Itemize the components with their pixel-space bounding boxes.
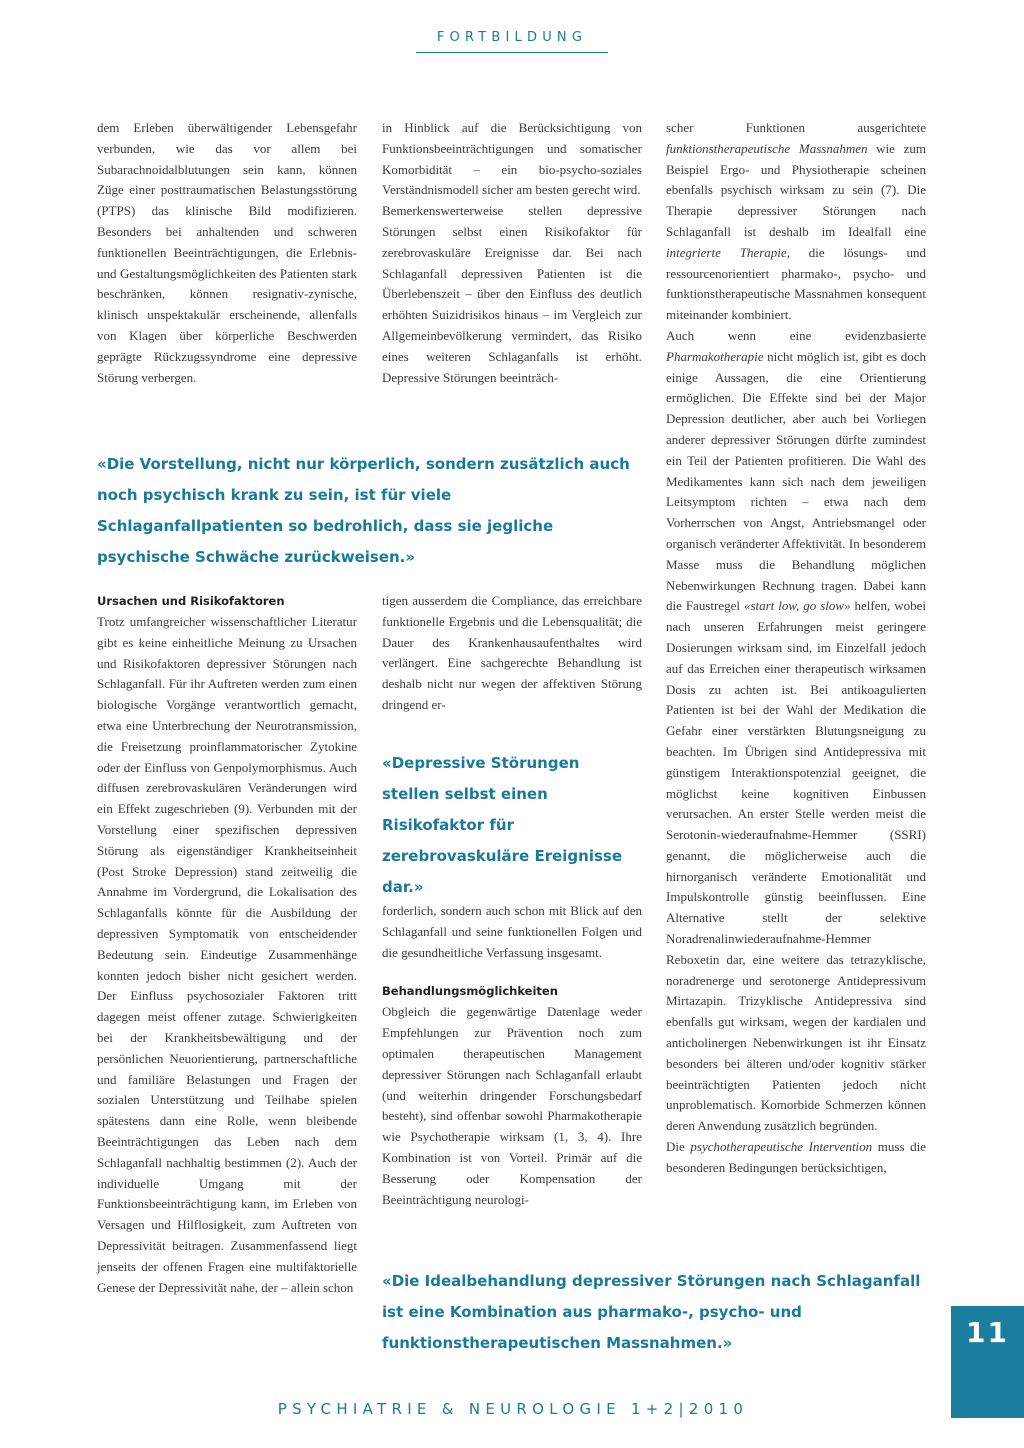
article-column-2-middle bbox=[382, 591, 642, 716]
section-divider bbox=[416, 52, 608, 53]
article-column-3 bbox=[666, 118, 926, 1179]
paragraph: in Hinblick auf die Berücksichtigung von Funktionsbeeinträchtigungen und somatischer Komorbidität – ein bio-psycho-soziales Verständnismodell sicher am besten gerecht wird. bbox=[382, 120, 642, 198]
paragraph: dem Erleben überwältigender Lebensgefahr verbunden, wie das vor allem bei Subarachnoidalblutungen sein kann, können Züge einer posttraumatischen Belastungsstörung (PTPS) das klinische Bild modifizieren. Besonders bei anhaltenden und schweren funktionellen Beeinträchtigungen, die Erlebnis- und Gestaltungsmöglichkeiten des Patienten stark beschränken, können resignativ-zynische, klinisch unspektakulär erscheinende, allenfalls von Klagen über körperliche Beschwerden geprägte Rückzugssyndrome eine depressive Störung verbergen. bbox=[97, 120, 357, 385]
page-number: 11 bbox=[966, 1316, 1009, 1349]
pull-quote: «Depressive Störungen stellen selbst einen Risikofaktor für zerebrovaskuläre Ereignisse dar.» bbox=[382, 754, 622, 896]
paragraph: Auch wenn eine evidenzbasierte Pharmakotherapie nicht möglich ist, gibt es doch einige Aussagen, die eine Orientierung ermöglichen. Die Effekte sind bei der Major Depression deutlicher, aber auch bei Vorliegen anderer depressiver Störungen dürfte zumindest ein Teil der Patienten profitieren. Die Wahl des Medikamentes kann sich nach dem jeweiligen Leitsymptom richten – etwa nach dem Vorherrschen von Angst, Antriebsmangel oder organisch veränderter Affektivität. In besonderem Masse muss die Behandlung möglichen Nebenwirkungen Rechnung tragen. Dabei kann die Faustregel «start low, go slow» helfen, wobei nach unseren Erfahrungen meist geringere Dosierungen wirksam sind, im Einzelfall jedoch auf das Erreichen einer therapeutisch wirksamen Dosis zu achten ist. Bei antikoagulierten Patienten ist bei der Wahl der Medikation die Gefahr einer verstärkten Blutungsneigung zu beachten. Im Übrigen sind Antidepressiva mit günstigem Interaktionspotenzial geeignet, die möglichst keine kognitiven Einbussen verursachen. An erster Stelle werden meist die Serotonin-wiederaufnahme-Hemmer (SSRI) genannt, die möglicherweise auch die hirnorganisch veränderte Emotionalität und Impulskontrolle günstig beeinflussen. Eine Alternative stellt der selektive Noradrenalinwiederaufnahme-Hemmer Reboxetin dar, eine weitere das tetrazyklische, noradrenerge und serotonerge Antidepressivum Mirtazapin. Trizyklische Antidepressiva sind ebenfalls gut wirksam, wegen der kardialen und anticholinergen Nebenwirkungen ist ihr Einsatz besonders bei älteren und/oder kognitiv stärker beeinträchtigten Patienten jedoch nicht unproblematisch. Komorbide Schmerzen können deren Anwendung zusätzlich begründen. bbox=[666, 327, 926, 1134]
paragraph: Trotz umfangreicher wissenschaftlicher Literatur gibt es keine einheitliche Meinung zu Ursachen und Risikofaktoren depressiver Störungen nach Schlaganfall. Für ihr Auftreten werden zum einen biologische Vorgänge verantwortlich gemacht, etwa eine Unterbrechung der Neurotransmission, die Freisetzung proinflammatorischer Zytokine oder der Einfluss von Genpolymorphismus. Auch diffusen zerebrovaskulären Veränderungen wird ein Effekt zugeschrieben (9). Verbunden mit der Vorstellung einer spezifischen depressiven Störung als eigenständiger Krankheitseinheit (Post Stroke Depression) stand zeitweilig die Annahme im Vordergrund, die Lokalisation des Schlaganfalls könnte für die Ausbildung der depressiven Symptomatik von entscheidender Bedeutung sein. Eindeutige Zusammenhänge konnten jedoch bisher nicht gesichert werden. Der Einfluss psychosozialer Faktoren tritt dagegen meist offener zutage. Schwierigkeiten bei der Krankheitsbewältigung und der persönlichen Neuorientierung, partnerschaftliche und familiäre Belastungen und Fragen der sozialen Unterstützung und Teilhabe spielen spätestens dann eine Rolle, wenn bleibende Beeinträchtigungen das Leben nach dem Schlaganfall nachhaltig bestimmen (2). Auch der individuelle Umgang mit der Funktionsbeeinträchtigung kann, im Erleben von Versagen und Hilflosigkeit, zum Auftreten von Depressivität beitragen. Zusammenfassend liegt jenseits der offenen Fragen eine multifaktorielle Genese der Depressivität nahe, der – allein schon bbox=[97, 614, 357, 1295]
paragraph: Bemerkenswerterweise stellen depressive Störungen selbst einen Risikofaktor für zerebrovaskuläre Ereignisse dar. Bei nach Schlaganfall depressiven Patienten ist die Überlebenszeit – über den Einfluss des deutlich erhöhten Suizidrisikos hinaus – im Vergleich zur Allgemeinbevölkerung vermindert, das Risiko eines weiteren Schlaganfalls ist erhöht. Depressive Störungen beeinträch- bbox=[382, 203, 642, 385]
paragraph: Obgleich die gegenwärtige Datenlage weder Empfehlungen zur Prävention noch zum optimalen therapeutischen Management depressiver Störungen nach Schlaganfall erlaubt (und weiterhin dringender Forschungsbedarf besteht), sind offenbar sowohl Pharmakotherapie wie Psychotherapie wirksam (1, 3, 4). Ihre Kombination ist von Vorteil. Primär auf die Besserung oder Kompensation der Beeinträchtigung neurologi- bbox=[382, 1004, 642, 1207]
journal-footer: PSYCHIATRIE & NEUROLOGIE 1+2|2010 bbox=[277, 1400, 749, 1418]
paragraph: scher Funktionen ausgerichtete funktionstherapeutische Massnahmen wie zum Beispiel Ergo- und Physiotherapie scheinen ebenfalls psychisch wirksam zu sein (7). Die Therapie depressiver Störungen nach Schlaganfall ist deshalb im Idealfall eine integrierte Therapie, die lösungs- und ressourcenorientiert pharmako-, psycho- und funktionstherapeutische Massnahmen konsequent miteinander kombiniert. bbox=[666, 120, 926, 323]
pull-quote: «Die Idealbehandlung depressiver Störungen nach Schlaganfall ist eine Kombination aus pharmako-, psycho- und funktionstherapeutischen Massnahmen.» bbox=[382, 1272, 921, 1352]
section-heading: Ursachen und Risikofaktoren bbox=[97, 594, 285, 608]
section-label: FORTBILDUNG bbox=[436, 30, 588, 45]
section-heading: Behandlungsmöglichkeiten bbox=[382, 984, 558, 999]
article-column-1-lower bbox=[97, 591, 357, 1298]
paragraph: tigen ausserdem die Compliance, das erreichbare funktionelle Ergebnis und die Lebensqualität; die Dauer des Krankenhausaufenthaltes wird verlängert. Eine sachgerechte Behandlung ist deshalb nicht nur wegen der affektiven Störung dringend er- bbox=[382, 593, 642, 712]
article-column-2-lower bbox=[382, 901, 642, 1210]
pull-quote: «Die Vorstellung, nicht nur körperlich, sondern zusätzlich auch noch psychisch krank zu sein, ist für viele Schlaganfallpatienten so bedrohlich, dass sie jegliche psychische Schwäche zurückweisen.» bbox=[97, 455, 630, 566]
article-column-2-top bbox=[382, 118, 642, 388]
article-column-1-top bbox=[97, 118, 357, 388]
paragraph: forderlich, sondern auch schon mit Blick auf den Schlaganfall und seine funktionellen Folgen und die gesundheitliche Verfassung insgesamt. bbox=[382, 903, 642, 960]
paragraph: Die psychotherapeutische Intervention muss die besonderen Bedingungen berücksichtigen, bbox=[666, 1139, 926, 1175]
